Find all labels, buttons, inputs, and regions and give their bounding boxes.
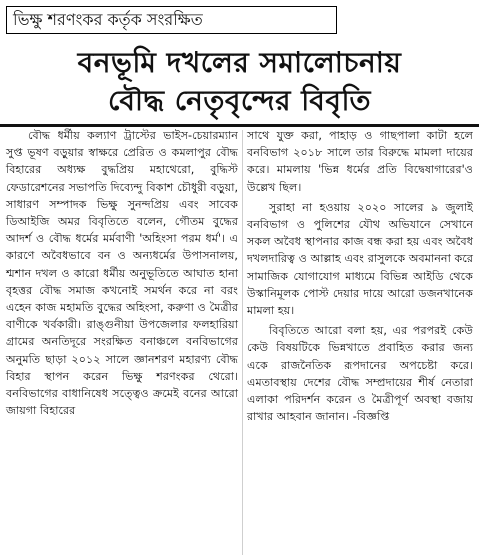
body-paragraph-2: সুরাহা না হওয়ায় ২০২০ সালের ৯ জুলাই বনবিভাগ ও পুলিশের যৌথ অভিযানে সেখানে সকল অবৈধ স্থাপনার কাজ বন্ধ করা হয় এবং অবৈধ দখলদারিত্ব ও আল্লাহ এবং রাসুলকে অবমাননা করে সামাজিক যোগাযোগ মাধ্যমে বিভিন্ন আইডি থেকে উস্কানিমূলক পোস্ট দেয়ার দায়ে আরো ডজনখানেক মামলা হয়। [247,200,473,318]
kicker-text: ভিক্ষু শরণংকর কর্তৃক সংরক্ষিত [13,10,203,29]
headline-line-1: বনভূমি দখলের সমালোচনায় [77,46,402,79]
kicker-box [6,6,337,34]
right-column [247,127,473,425]
headline [6,44,473,120]
body-paragraph-continuation: সাথে যুক্ত করা, পাহাড় ও গাছপালা কাটা হলে বনবিভাগ ২০১৮ সালে তার বিরুদ্ধে মামলা দায়ের করে। মামলায় 'ভিন্ন ধর্মের প্রতি বিদ্বেষাগারের'ও উল্লেখ ছিল। [247,129,473,194]
headline-line-2: বৌদ্ধ নেতৃবৃন্দের বিবৃতি [108,84,371,117]
left-column [6,127,238,419]
body-paragraph-3: বিবৃতিতে আরো বলা হয়, এর পরপরই কেউ কেউ বিষয়টিকে ভিন্নখাতে প্রবাহিত করার জন্য একে রাজনৈতিক রূপদানের অপচেষ্টা করে। এমতাবস্থায় দেশের বৌদ্ধ সম্প্রদায়ের শীর্ষ নেতারা এলাকা পরিদর্শন করেন ও মৈত্রীপূর্ণ অবস্থা বজায় রাখার আহবান জানান। -বিজ্ঞপ্তি [247,324,473,424]
column-divider [242,130,243,555]
body-paragraph-1: বৌদ্ধ ধর্মীয় কল্যাণ ট্রাস্টের ভাইস-চেয়ারম্যান সুপ্ত ভূষণ বড়ুয়ার স্বাক্ষরে প্রেরিত ও কমলাপুর বৌদ্ধ বিহারের অধ্যক্ষ বুদ্ধপ্রিয় মহাথেরো, বুদ্ধিস্ট ফেডারেশনের সভাপতি দিব্যেন্দু বিকাশ চৌধুরী বড়ুয়া, সাধারণ সম্পাদক ভিক্ষু সুনন্দপ্রিয় এবং সাবেক ডিআইজি অমর বিবৃতিতে বলেন, গৌতম বুদ্ধের আদর্শ ও বৌদ্ধ ধর্মের মর্মবাণী 'অহিংসা পরম ধর্ম'। এ কারণে অবৈধভাবে বন ও অন্যধর্মের উপাসনালয়, শ্মশান দখল ও কারো ধর্মীয় অনুভূতিতে আঘাত হানা বৃহত্তর বৌদ্ধ সমাজ কখনোই সমর্থন করে না বরং এহেন কাজ মহামতি বুদ্ধের অহিংসা, করুণা ও মৈত্রীর বাণীকে খর্বকারী। রাঙ্গুনীয়া উপজেলার ফলহারিয়া গ্রামের অনতিদূরে সংরক্ষিত বনাঞ্চলে বনবিভাগের অনুমতি ছাড়া ২০১২ সালে জ্ঞানশরণ মহারণ্য বৌদ্ধ বিহার স্থাপন করেন ভিক্ষু শরণংকর থেরো। বনবিভাগের বাধানিষেধ সত্ত্বেও ক্রমেই বনের আরো জায়গা বিহারের [6,129,238,418]
